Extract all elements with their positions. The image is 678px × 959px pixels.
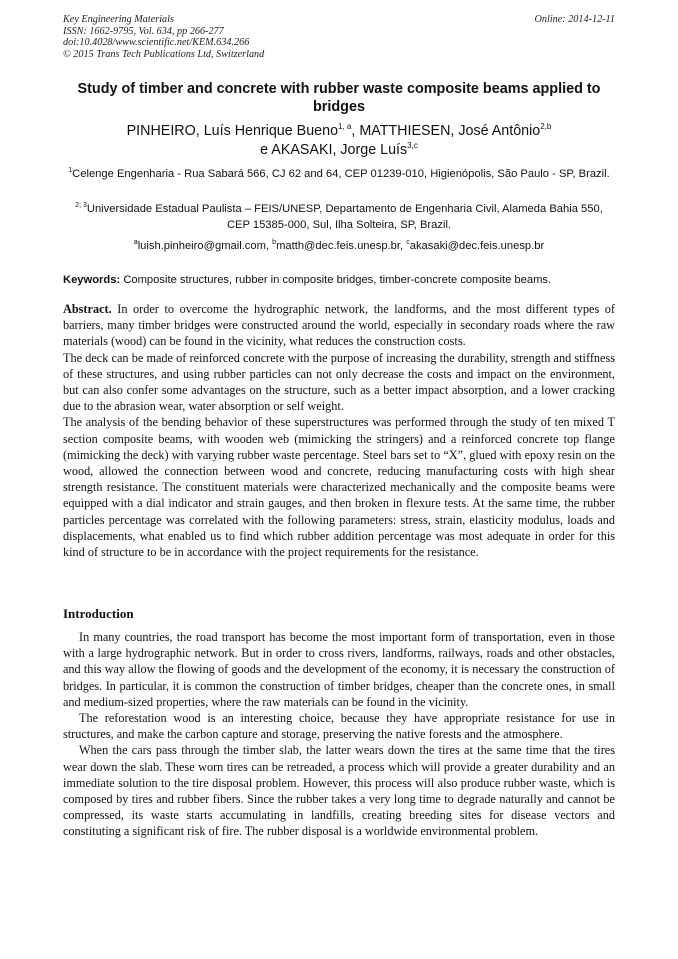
introduction-heading: Introduction — [63, 606, 134, 621]
affiliation-2 — [63, 201, 615, 233]
intro-paragraph: When the cars pass through the timber slab, the latter wears down the tires at the same time that the tires wear down the slab. These worn tires can be retreaded, a process which will provide a greater durability and an immediate solution to the tire disposal problem. However, this process will also produce rubber waste, which is composed by tires and rubber fibers. Since the rubber takes a very long time to degrade naturally and cannot be compressed, its waste starts accumulating in landfills, creating breeding sites for disease vectors and constituting a significant risk of fire. The rubber disposal is a worldwide environmental problem. — [63, 743, 615, 839]
introduction-section — [63, 629, 615, 840]
author-superscript: 2,b — [540, 122, 552, 131]
abstract-label: Abstract. — [63, 302, 112, 316]
abstract-section — [63, 301, 615, 560]
intro-paragraph: In many countries, the road transport has become the most important form of transportation, even in those with a large hydrographic network. But in order to cross rivers, landforms, railways, roads and other obstacles, and this way allow the flowing of goods and the development of the economy, it is necessary the construction of bridges. In particular, it is common the construction of timber bridges, cheaper than the concrete ones, in small and medium-sized properties, where the raw materials can be found in the vicinity. — [63, 630, 615, 709]
intro-paragraph: The reforestation wood is an interesting choice, because they have appropriate resistance for use in structures, and make the carbon capture and storage, preserving the native forests and the atmosphere. — [63, 711, 615, 742]
online-date: Online: 2014-12-11 — [534, 14, 615, 25]
author-list — [63, 122, 615, 160]
affiliation-text: Celenge Engenharia - Rua Sabará 566, CJ 62 and 64, CEP 01239-010, Higienópolis, São Paulo - SP, Brazil. — [72, 168, 610, 180]
keywords — [63, 273, 615, 288]
affiliation-text: Universidade Estadual Paulista – FEIS/UNESP, Departamento de Engenharia Civil, Alameda Bahia 550, CEP 15385-000, Sul, Ilha Solteira, SP, Brazil. — [86, 203, 603, 231]
email-link[interactable]: luish.pinheiro@gmail.com — [137, 240, 266, 252]
doi-line: doi:10.4028/www.scientific.net/KEM.634.266 — [63, 37, 250, 49]
email-link[interactable]: akasaki@dec.feis.unesp.br — [409, 240, 545, 252]
author-name: PINHEIRO, Luís Henrique Bueno — [126, 123, 339, 139]
email-list: $^a$luish.pinheiro@gmail.com, $^b$matth@dec.feis.unesp.br, $^c$akasaki@dec.feis.unesp.br — [133, 239, 545, 252]
paper-title: Study of timber and concrete with rubber waste composite beams applied to bridges — [77, 81, 601, 115]
author-separator: , — [351, 123, 360, 139]
author-name: AKASAKI, Jorge Luís — [271, 142, 408, 158]
journal-name: Key Engineering Materials — [63, 14, 174, 25]
copyright-line: © 2015 Trans Tech Publications Ltd, Switzerland — [63, 48, 265, 60]
affiliation-superscript: 2; 3 — [75, 202, 87, 209]
journal-header — [63, 14, 264, 60]
abstract-paragraph: The deck can be made of reinforced concrete with the purpose of increasing the durability, strength and stiffness of these structures, and using rubber particles can not only decrease the costs and impact on the environment, but can also confer some advantages on the structure, such as a better impact absorption, and a lower cracking due to the abrasion wear, water absorption or self weight. — [63, 350, 615, 414]
email-link[interactable]: matth@dec.feis.unesp.br — [276, 240, 400, 252]
email-superscript: a — [133, 239, 138, 246]
abstract-paragraph: The analysis of the bending behavior of these superstructures was performed through the study of ten mixed T section composite beams, with wooden web (mimicking the stringers) and a reinforced concrete top flange (mimicking the deck) with varying rubber waste percentage. Steel bars set to “X”, glued with epoxy resin on the wood, allowed the connection between wood and concrete, reducing manufacturing costs with high shear strength resistance. The constituent materials were characterized mechanically and the composite beams were equipped with a dial indicator and strain gauges, and then broken in flexure tests. At the same time, the rubber particles percentage was correlated with the following parameters: stress, strain, elasticity modulus, loads and displacements, what enabled us to find which rubber addition percentage was most adequate in order for this kind of structure to be in accordance with the project requirements for the resistance. — [63, 415, 615, 560]
keywords-text: Composite structures, rubber in composite bridges, timber-concrete composite beams. — [123, 274, 552, 286]
author-superscript: 3,c — [407, 141, 418, 150]
keywords-label: Keywords: — [63, 274, 121, 286]
abstract-paragraph: Abstract. In order to overcome the hydrographic network, the landforms, and the most different types of barriers, many timber bridges were constructed around the world, especially in secondary roads where the raw materials (wood) can be found in the vicinity, what reduces the construction costs. — [63, 302, 615, 349]
email-superscript: b — [272, 239, 277, 246]
affiliation-1 — [63, 166, 615, 182]
issn-line: ISSN: 1662-9795, Vol. 634, pp 266-277 — [63, 25, 224, 37]
author-superscript: 1, a — [338, 122, 352, 131]
email-superscript: c — [406, 239, 410, 246]
author-conjunction: e — [260, 142, 272, 158]
affiliation-superscript: 1 — [68, 167, 73, 174]
author-name: MATTHIESEN, José Antônio — [359, 123, 541, 139]
